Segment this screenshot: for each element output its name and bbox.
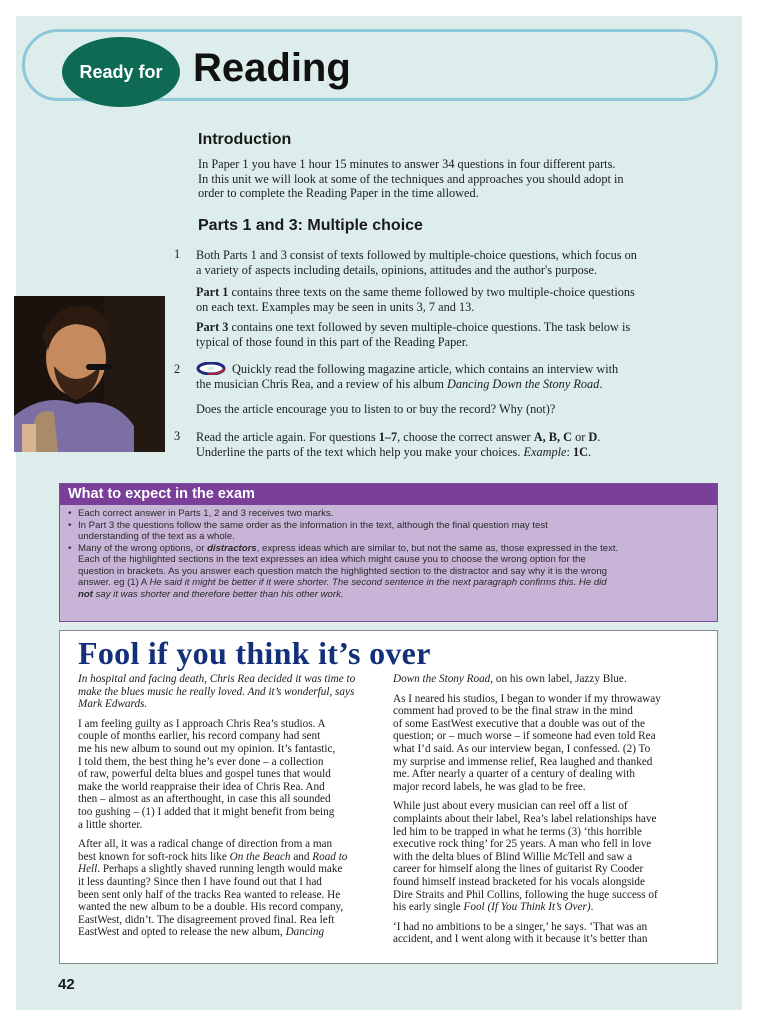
- article-line: I am feeling guilty as I approach Chris Rea’s studios. A: [78, 717, 326, 730]
- exam-tip-text: understanding of the text as a whole.: [78, 531, 235, 542]
- article-left-column: [78, 673, 374, 946]
- exam-tip-text: Many of the wrong options, or: [78, 542, 208, 554]
- item-number: 2: [174, 362, 181, 376]
- article-line: me. After nearly a quarter of a century of dealing with: [393, 768, 635, 781]
- badge-label: Ready for: [79, 62, 163, 82]
- exam-tip-text: , express ideas which are similar to, but not the same as, those expressed in the text.: [256, 542, 619, 554]
- part1-description: [196, 285, 720, 314]
- exam-tip-text: answer. eg (1) A: [78, 577, 150, 588]
- article-line: major record labels, he was glad to be free.: [393, 780, 586, 793]
- article-line: After all, it was a radical change of direction from a man: [78, 838, 333, 851]
- article-right-column: [393, 673, 705, 953]
- punct: .: [599, 376, 603, 391]
- item2-text: [196, 362, 720, 391]
- article-line: EastWest, didn’t. The disagreement proved final. Rea left: [78, 913, 335, 926]
- item2-line: Quickly read the following magazine article, which contains an interview with: [232, 362, 619, 376]
- punct: .: [590, 901, 594, 914]
- article-line: best known for soft-rock hits like: [78, 850, 230, 863]
- song-title: Road to: [312, 850, 348, 863]
- article-line: and: [290, 850, 313, 863]
- intro-text: [198, 157, 718, 201]
- intro-line: In this unit we will look at some of the techniques and approaches you should adopt in: [198, 171, 624, 186]
- article-standfirst: [78, 673, 374, 711]
- album-title: Down the Stony Road: [393, 673, 491, 685]
- article-line: me his new album to sound out my opinion. It’s fantastic,: [78, 742, 336, 755]
- singer-illustration: [14, 296, 165, 452]
- exam-tips-box: [59, 483, 718, 622]
- article-line: then – almost as an afterthought, in case this all sounded: [78, 793, 331, 806]
- example-answer: 1C: [573, 444, 589, 459]
- magazine-article: [59, 630, 718, 964]
- intro-heading: Introduction: [198, 131, 292, 148]
- exam-tip: [68, 520, 709, 543]
- article-line: of raw, powerful delta blues and gospel tunes that would: [78, 768, 331, 781]
- exam-example-emphasis: not: [78, 588, 93, 600]
- exam-tip-text: Each of the highlighted sections in the text expresses an idea which might cause you to choose the wrong option for the: [78, 554, 586, 565]
- article-line: As I neared his studios, I began to wonder if my throwaway: [393, 692, 661, 705]
- exam-tip-text: Each correct answer in Parts 1, 2 and 3 receives two marks.: [78, 508, 334, 519]
- part1-line: on each text. Examples may be seen in units 3, 7 and 13.: [196, 299, 475, 314]
- article-line: EastWest and opted to release the new album,: [78, 926, 286, 939]
- part3-label: Part 3: [196, 320, 229, 334]
- item2-line: the musician Chris Rea, and a review of his album: [196, 376, 447, 391]
- article-paragraph: [393, 800, 705, 913]
- article-line: of some EastWest executive that a double was out of the: [393, 717, 645, 730]
- exam-example: He said it might be better if it were shorter. The second sentence in the next paragraph confirms this. He did: [149, 577, 607, 588]
- part1-label: Part 1: [196, 285, 229, 299]
- single-title: Fool (If You Think It’s Over): [463, 901, 591, 914]
- article-paragraph: [78, 718, 374, 831]
- article-line: his early single: [393, 901, 464, 914]
- article-line: , on his own label, Jazzy Blue.: [490, 673, 627, 685]
- article-line: career for himself along the lines of guitarist Ry Cooder: [393, 863, 644, 876]
- part3-line: contains one text followed by seven multiple-choice questions. The task below is: [228, 320, 631, 334]
- item1-line: Both Parts 1 and 3 consist of texts followed by multiple-choice questions, which focus on: [196, 248, 637, 262]
- part3-line: typical of those found in this part of the Reading Paper.: [196, 334, 469, 349]
- article-title: Fool if you think it’s over: [78, 635, 431, 671]
- question-range: 1–7: [378, 430, 398, 444]
- item3-text: [196, 430, 720, 459]
- song-title: Hell: [78, 863, 98, 876]
- article-line: found himself instead bracketed for his vocals alongside: [393, 875, 645, 888]
- article-paragraph: [393, 921, 705, 946]
- article-line: ‘I had no ambitions to be a singer,’ he says. ‘That was an: [393, 920, 648, 933]
- exam-tip: [68, 508, 709, 520]
- article-line: couple of months earlier, his record company had sent: [78, 730, 321, 743]
- chris-rea-photo: [14, 296, 165, 452]
- item3-text-run: or: [572, 430, 589, 444]
- article-line: too gushing – (1) I added that it might benefit from being: [78, 805, 335, 818]
- page-title: Reading: [193, 46, 351, 90]
- article-line: accident, and I went along with it because it’s better than: [393, 933, 648, 946]
- item-number: 1: [174, 247, 181, 261]
- item1-text: [196, 248, 720, 277]
- article-line: I told them, the best thing he’s ever done – a collection: [78, 755, 324, 768]
- item3-text-run: , choose the correct answer: [397, 430, 534, 444]
- item-number: 3: [174, 429, 181, 443]
- part3-description: [196, 320, 720, 349]
- article-line: wanted the new album to be a double. His record company,: [78, 901, 344, 914]
- article-line: comment had proved to be the final straw in the mind: [393, 705, 633, 718]
- article-line: question; or – much worse – if someone had even told Rea: [393, 730, 656, 743]
- article-line: complaints about their label, Rea’s label relationships have: [393, 812, 657, 825]
- punct: :: [566, 444, 574, 459]
- punct: .: [588, 444, 592, 459]
- exam-tips-heading: What to expect in the exam: [60, 484, 717, 505]
- article-line: with the delta blues of Blind Willie McTell and saw a: [393, 850, 633, 863]
- part1-line: contains three texts on the same theme followed by two multiple-choice questions: [228, 285, 635, 299]
- example-label: Example: [523, 444, 567, 459]
- article-paragraph: [393, 693, 705, 794]
- article-line: it less daunting? Since then I have found out that I had: [78, 875, 322, 888]
- standfirst-line: make the blues music he really loved. And it’s wonderful, says: [78, 685, 355, 698]
- article-line: While just about every musician can reel off a list of: [393, 800, 628, 813]
- item1-line: a variety of aspects including details, opinions, attitudes and the author's purpose.: [196, 262, 598, 277]
- exam-example: say it was shorter and therefore better than his other work.: [92, 588, 344, 600]
- article-paragraph: [393, 673, 705, 686]
- article-line: Dire Straits and Phil Collins, following the huge success of: [393, 888, 658, 901]
- exam-tip: [68, 543, 709, 601]
- intro-line: order to complete the Reading Paper in the time allowed.: [198, 186, 479, 200]
- article-line: been sent only half of the tracks Rea wanted to release. He: [78, 888, 341, 901]
- article-line: executive rock thing’ for 25 years. A man who fell in love: [393, 838, 652, 851]
- article-line: my surprise and immense relief, Rea laughed and thanked: [393, 755, 653, 768]
- exam-tip-text: • In Part 3 the questions follow the same order as the information in the text, although the final question may test: [78, 519, 548, 531]
- exam-tip-text: question in brackets. As you answer each question match the highlighted section to the distractor and say why it is the wrong: [78, 565, 608, 577]
- intro-line: In Paper 1 you have 1 hour 15 minutes to answer 34 questions in four different parts.: [198, 157, 616, 171]
- article-line: make the world reappraise their idea of Chris Rea. And: [78, 780, 325, 793]
- distractors-term: distractors: [207, 542, 257, 554]
- article-line: what I’d said. As our interview began, I confessed. (2) To: [393, 742, 651, 755]
- standfirst-line: Mark Edwards.: [78, 698, 148, 711]
- article-paragraph: [78, 838, 374, 939]
- parts-heading: Parts 1 and 3: Multiple choice: [198, 217, 423, 234]
- album-title: Dancing: [285, 926, 325, 939]
- article-line: led him to be trapped in what he terms (3) ‘this horrible: [393, 825, 642, 838]
- item2-question: Does the article encourage you to listen to or buy the record? Why (not)?: [196, 402, 556, 416]
- answer-option-d: D: [588, 430, 598, 444]
- page-number: 42: [58, 976, 75, 993]
- punct: .: [597, 430, 601, 444]
- song-title: On the Beach: [229, 850, 291, 863]
- standfirst-line: In hospital and facing death, Chris Rea decided it was time to: [78, 673, 356, 685]
- article-line: a little shorter.: [78, 818, 143, 831]
- item3-text-run: Underline the parts of the text which help you make your choices.: [196, 444, 524, 459]
- article-line: . Perhaps a slightly shaved running length would make: [97, 863, 343, 876]
- exam-tips-list: [60, 505, 717, 600]
- album-title: Dancing Down the Stony Road: [447, 376, 600, 391]
- item3-text-run: Read the article again. For questions: [196, 430, 379, 444]
- cd-listening-icon: [196, 362, 226, 375]
- answer-options: A, B, C: [533, 430, 572, 444]
